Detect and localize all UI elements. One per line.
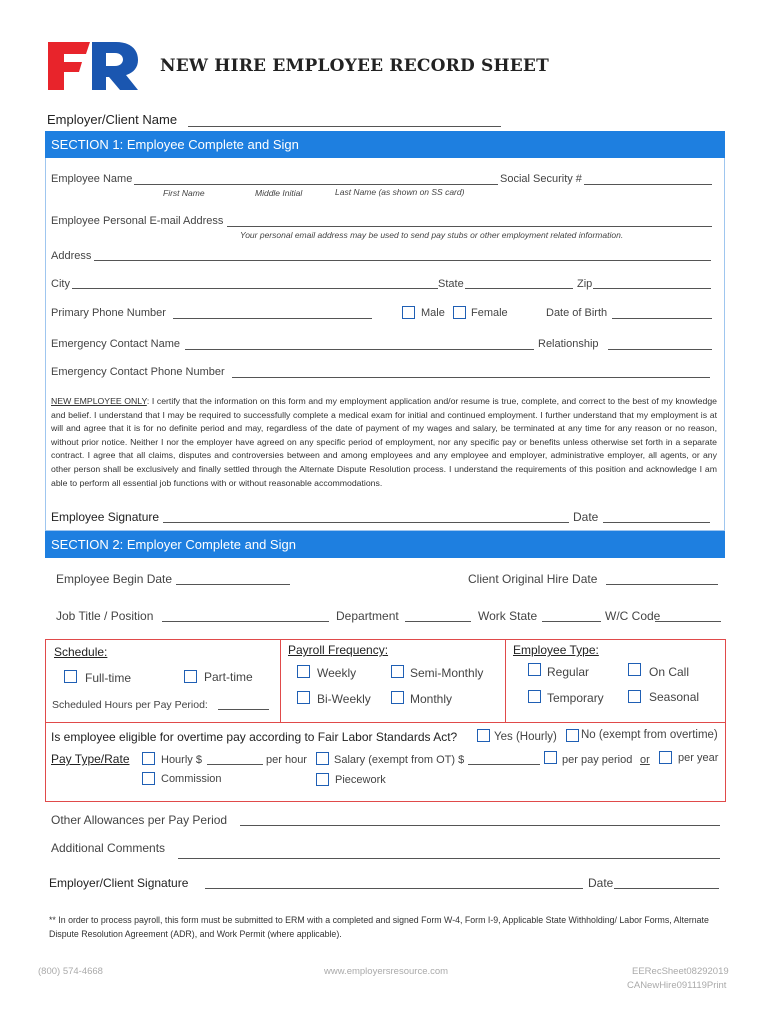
hourly-label: Hourly $ bbox=[161, 754, 202, 766]
per-pay-period-checkbox[interactable] bbox=[544, 751, 557, 764]
semimonthly-label: Semi-Monthly bbox=[410, 666, 484, 680]
state-label: State bbox=[438, 278, 464, 290]
employer-signature-label: Employer/Client Signature bbox=[49, 876, 189, 890]
male-checkbox[interactable] bbox=[402, 306, 415, 319]
employee-date-field[interactable] bbox=[603, 522, 710, 523]
other-allowances-field[interactable] bbox=[240, 825, 720, 826]
section1-header: SECTION 1: Employee Complete and Sign bbox=[45, 131, 725, 158]
salary-label: Salary (exempt from OT) $ bbox=[334, 754, 465, 766]
emergency-phone-field[interactable] bbox=[232, 377, 710, 378]
female-label: Female bbox=[471, 307, 508, 319]
paytype-label: Pay Type/Rate bbox=[51, 752, 130, 766]
fulltime-label: Full-time bbox=[85, 671, 132, 685]
dob-field[interactable] bbox=[612, 318, 712, 319]
emergency-phone-label: Emergency Contact Phone Number bbox=[51, 366, 225, 378]
email-label: Employee Personal E-mail Address bbox=[51, 215, 224, 227]
hourly-checkbox[interactable] bbox=[142, 752, 155, 765]
state-field[interactable] bbox=[465, 288, 573, 289]
middle-initial-caption: Middle Initial bbox=[255, 188, 303, 198]
work-state-field[interactable] bbox=[542, 621, 601, 622]
footnote: ** In order to process payroll, this form must be submitted to ERM with a completed and signed Form W-4, Form I-9, Applicable State Withholding/ Labor Forms, Alternate Dispute Resolution Agreement (ADR), and Work Permit (where applicable). bbox=[49, 915, 709, 939]
employee-name-label: Employee Name bbox=[51, 173, 133, 185]
begin-date-field[interactable] bbox=[176, 584, 290, 585]
per-year-label: per year bbox=[678, 752, 719, 764]
monthly-label: Monthly bbox=[410, 692, 453, 706]
ssn-field[interactable] bbox=[584, 184, 712, 185]
per-year-checkbox[interactable] bbox=[659, 751, 672, 764]
employer-date-field[interactable] bbox=[614, 888, 719, 889]
original-hire-label: Client Original Hire Date bbox=[468, 572, 598, 586]
commission-label: Commission bbox=[161, 773, 222, 785]
oncall-checkbox[interactable] bbox=[628, 663, 641, 676]
certification-body: : I certify that the information on this form and my employment application and/or resume is true, complete, and correct to the best of my knowledge and belief. I understand that I may be required to successfully complete a medical exam for initial and continued employment. I further understand that my employment is at will and agree that it is for no definite period and may, regardless of the date of payment of my wages and salary, be terminated at any time for any reason or no reason, without prior notice. Neither I nor the employer have agreed on any specific period of employment, nor any specific pay or benefits unless otherwise set forth in a separate contract. I agree that all claims, disputes and controversies between and among employees and any employee and employer, administrative employer, all agents, or any other person shall be exclusively and finally settled through the Alternate Dispute Resolution process. I understand the requirements of this position and acknowledge I am able to perform all essential job functions with or without reasonable accommodations. bbox=[51, 396, 717, 488]
parttime-checkbox[interactable] bbox=[184, 670, 197, 683]
fulltime-checkbox[interactable] bbox=[64, 670, 77, 683]
other-allowances-label: Other Allowances per Pay Period bbox=[51, 813, 228, 827]
job-title-field[interactable] bbox=[162, 621, 329, 622]
employer-client-name-label: Employer/Client Name bbox=[47, 112, 178, 127]
employer-date-label: Date bbox=[588, 876, 614, 890]
emergency-name-label: Emergency Contact Name bbox=[51, 338, 180, 350]
company-logo bbox=[46, 40, 142, 92]
relationship-field[interactable] bbox=[608, 349, 712, 350]
department-label: Department bbox=[336, 609, 399, 623]
payroll-frequency-heading: Payroll Frequency: bbox=[288, 643, 389, 657]
per-pay-period-label: per pay period bbox=[562, 754, 633, 766]
male-label: Male bbox=[421, 307, 445, 319]
ssn-label: Social Security # bbox=[500, 173, 582, 185]
job-title-label: Job Title / Position bbox=[56, 609, 154, 623]
email-note: Your personal email address may be used to send pay stubs or other employment related information. bbox=[240, 230, 624, 240]
no-exempt-label: No (exempt from overtime) bbox=[581, 729, 718, 741]
email-field[interactable] bbox=[227, 226, 712, 227]
oncall-label: On Call bbox=[649, 665, 690, 679]
temporary-checkbox[interactable] bbox=[528, 690, 541, 703]
employer-signature-field[interactable] bbox=[205, 888, 583, 889]
temporary-label: Temporary bbox=[547, 691, 604, 705]
zip-label: Zip bbox=[577, 278, 593, 290]
yes-hourly-checkbox[interactable] bbox=[477, 729, 490, 742]
weekly-label: Weekly bbox=[317, 666, 357, 680]
or-label: or bbox=[640, 754, 650, 766]
semimonthly-checkbox[interactable] bbox=[391, 665, 404, 678]
city-field[interactable] bbox=[72, 288, 438, 289]
address-field[interactable] bbox=[94, 260, 711, 261]
yes-hourly-label: Yes (Hourly) bbox=[494, 731, 557, 743]
employee-signature-field[interactable] bbox=[163, 522, 569, 523]
wc-code-label: W/C Code bbox=[605, 609, 661, 623]
flsa-question: Is employee eligible for overtime pay according to Fair Labor Standards Act? bbox=[51, 730, 458, 744]
employee-name-field[interactable] bbox=[134, 184, 498, 185]
page-title: NEW HIRE EMPLOYEE RECORD SHEET bbox=[160, 56, 549, 76]
zip-field[interactable] bbox=[593, 288, 711, 289]
additional-comments-label: Additional Comments bbox=[51, 841, 166, 855]
begin-date-label: Employee Begin Date bbox=[56, 572, 173, 586]
seasonal-checkbox[interactable] bbox=[628, 690, 641, 703]
primary-phone-field[interactable] bbox=[173, 318, 372, 319]
certification-text bbox=[51, 395, 717, 490]
employee-signature-label: Employee Signature bbox=[51, 510, 160, 524]
section2-header: SECTION 2: Employer Complete and Sign bbox=[45, 531, 725, 558]
piecework-checkbox[interactable] bbox=[316, 773, 329, 786]
footer-code1: EERecSheet08292019 bbox=[632, 966, 729, 977]
regular-checkbox[interactable] bbox=[528, 663, 541, 676]
relationship-label: Relationship bbox=[538, 338, 599, 350]
footer-code2: CANewHire091119Print bbox=[627, 980, 727, 991]
address-label: Address bbox=[51, 250, 92, 262]
new-employee-only-label: NEW EMPLOYEE ONLY bbox=[51, 396, 147, 406]
seasonal-label: Seasonal bbox=[649, 690, 700, 704]
work-state-label: Work State bbox=[478, 609, 538, 623]
department-field[interactable] bbox=[405, 621, 471, 622]
box-divider-h bbox=[45, 722, 726, 723]
hourly-rate-field[interactable] bbox=[207, 764, 263, 765]
employee-type-heading: Employee Type: bbox=[513, 643, 599, 657]
schedule-heading: Schedule: bbox=[54, 645, 108, 659]
footer-website[interactable]: www.employersresource.com bbox=[324, 966, 449, 977]
biweekly-checkbox[interactable] bbox=[297, 691, 310, 704]
original-hire-field[interactable] bbox=[606, 584, 718, 585]
employer-client-name-field[interactable] bbox=[188, 126, 501, 127]
biweekly-label: Bi-Weekly bbox=[317, 692, 371, 706]
primary-phone-label: Primary Phone Number bbox=[51, 307, 166, 319]
commission-checkbox[interactable] bbox=[142, 772, 155, 785]
per-hour-label: per hour bbox=[266, 754, 307, 766]
additional-comments-field[interactable] bbox=[178, 858, 720, 859]
last-name-caption: Last Name (as shown on SS card) bbox=[335, 187, 465, 197]
regular-label: Regular bbox=[547, 665, 590, 679]
first-name-caption: First Name bbox=[163, 188, 205, 198]
scheduled-hours-field[interactable] bbox=[218, 709, 269, 710]
weekly-checkbox[interactable] bbox=[297, 665, 310, 678]
monthly-checkbox[interactable] bbox=[391, 691, 404, 704]
emergency-name-field[interactable] bbox=[185, 349, 534, 350]
wc-code-field[interactable] bbox=[655, 621, 721, 622]
employee-date-label: Date bbox=[573, 510, 599, 524]
salary-amount-field[interactable] bbox=[468, 764, 540, 765]
box-divider-1 bbox=[280, 639, 281, 723]
box-divider-2 bbox=[505, 639, 506, 723]
dob-label: Date of Birth bbox=[546, 307, 608, 319]
footer-phone: (800) 574-4668 bbox=[38, 966, 103, 977]
city-label: City bbox=[51, 278, 70, 290]
scheduled-hours-label: Scheduled Hours per Pay Period: bbox=[52, 699, 208, 711]
female-checkbox[interactable] bbox=[453, 306, 466, 319]
piecework-label: Piecework bbox=[335, 774, 386, 786]
parttime-label: Part-time bbox=[204, 670, 253, 684]
salary-checkbox[interactable] bbox=[316, 752, 329, 765]
no-exempt-checkbox[interactable] bbox=[566, 729, 579, 742]
